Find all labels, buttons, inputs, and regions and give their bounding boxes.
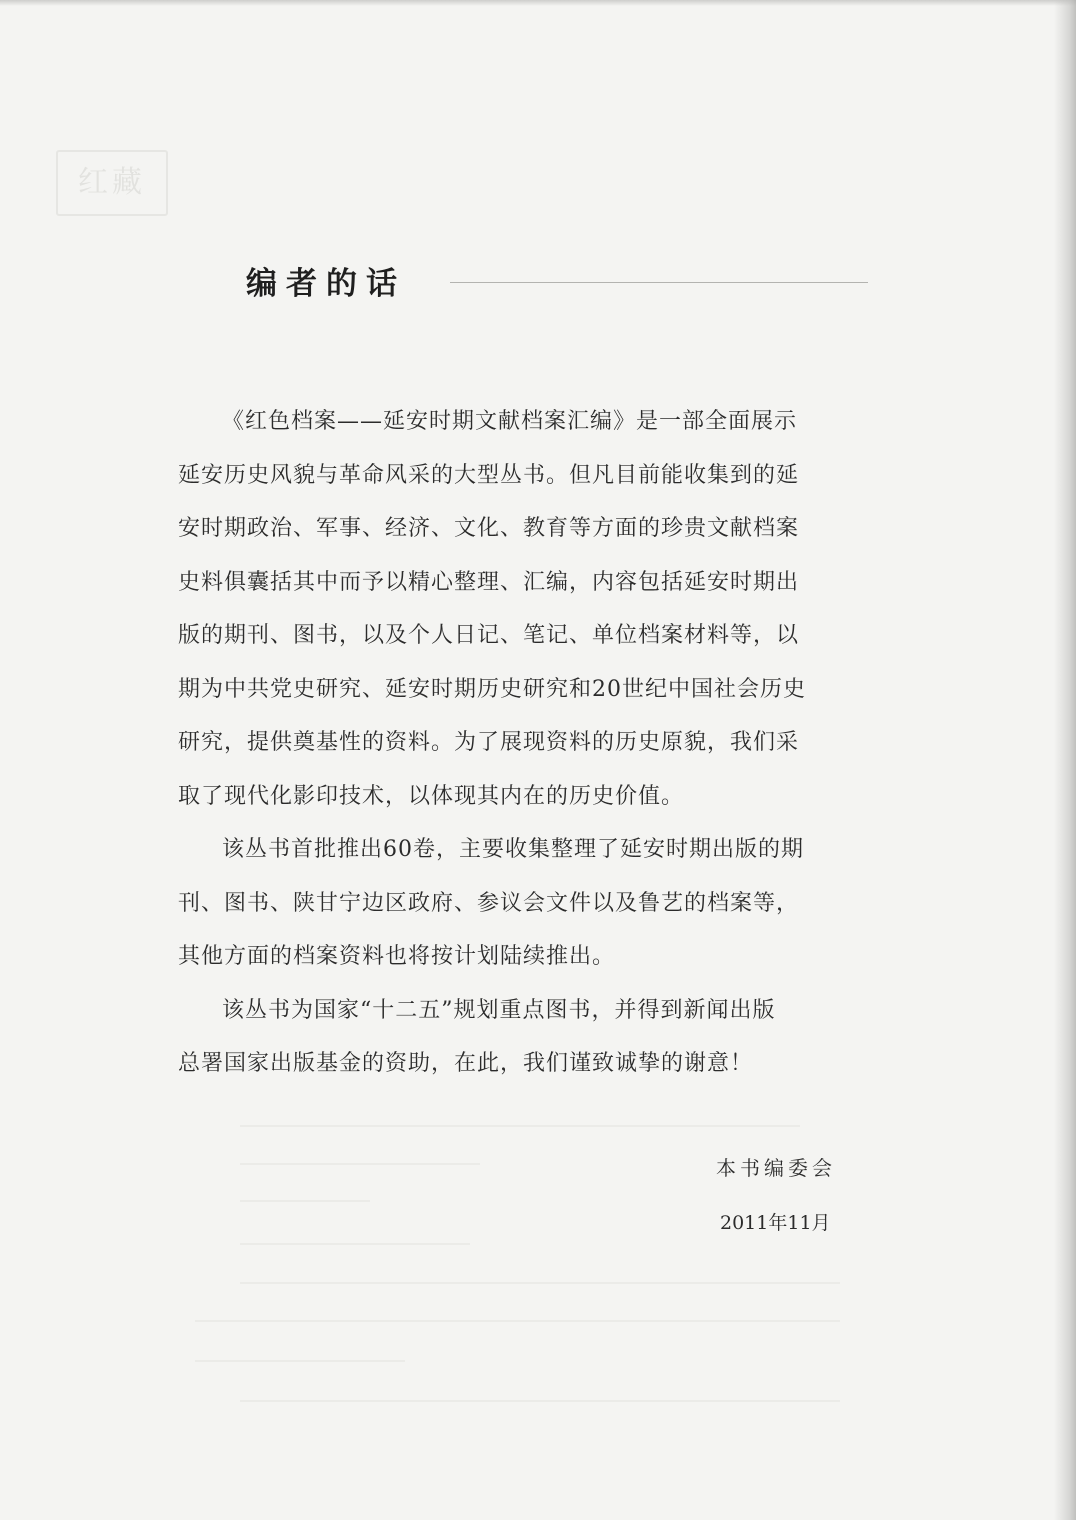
signature: 本书编委会 <box>716 1156 836 1180</box>
bleed-through-line <box>240 1282 840 1284</box>
paragraph-1-line-7: 研究，提供奠基性的资料。为了展现资料的历史原貌，我们采 <box>178 730 800 755</box>
page-heading: 编者的话 <box>246 266 406 302</box>
scan-top-edge <box>0 0 1076 6</box>
faint-stamp-mark: 红藏 <box>56 150 168 216</box>
paragraph-1-line-6: 期为中共党史研究、延安时期历史研究和20世纪中国社会历史 <box>178 676 806 702</box>
bleed-through-line <box>240 1125 800 1127</box>
paragraph-1-line-1: 《红色档案——延安时期文献档案汇编》是一部全面展示 <box>222 409 798 434</box>
heading-rule <box>450 282 868 283</box>
bleed-through-line <box>195 1320 840 1322</box>
bleed-through-line <box>195 1360 405 1362</box>
date: 2011年11月 <box>720 1212 831 1234</box>
scan-binding-shadow <box>1054 0 1076 1520</box>
paragraph-1-line-3: 安时期政治、军事、经济、文化、教育等方面的珍贵文献档案 <box>178 516 800 541</box>
bleed-through-line <box>240 1243 470 1245</box>
paragraph-1-line-2: 延安历史风貌与革命风采的大型丛书。但凡目前能收集到的延 <box>178 462 800 488</box>
body-text <box>178 402 898 1098</box>
paragraph-3-line-1: 该丛书为国家“十二五”规划重点图书，并得到新闻出版 <box>222 997 776 1023</box>
paragraph-1-line-4: 史料俱囊括其中而予以精心整理、汇编，内容包括延安时期出 <box>178 569 800 595</box>
paragraph-2-line-3: 其他方面的档案资料也将按计划陆续推出。 <box>178 944 616 969</box>
paragraph-1-line-5: 版的期刊、图书，以及个人日记、笔记、单位档案材料等，以 <box>178 623 800 648</box>
bleed-through-line <box>240 1200 370 1202</box>
paragraph-1-line-8: 取了现代化影印技术，以体现其内在的历史价值。 <box>178 783 685 809</box>
bleed-through-line <box>240 1400 840 1402</box>
bleed-through-line <box>240 1163 480 1165</box>
paragraph-3-line-2: 总署国家出版基金的资助，在此，我们谨致诚挚的谢意！ <box>178 1051 754 1076</box>
paragraph-2-line-2: 刊、图书、陕甘宁边区政府、参议会文件以及鲁艺的档案等， <box>178 890 800 916</box>
paragraph-2-line-1: 该丛书首批推出60卷，主要收集整理了延安时期出版的期 <box>222 837 804 862</box>
